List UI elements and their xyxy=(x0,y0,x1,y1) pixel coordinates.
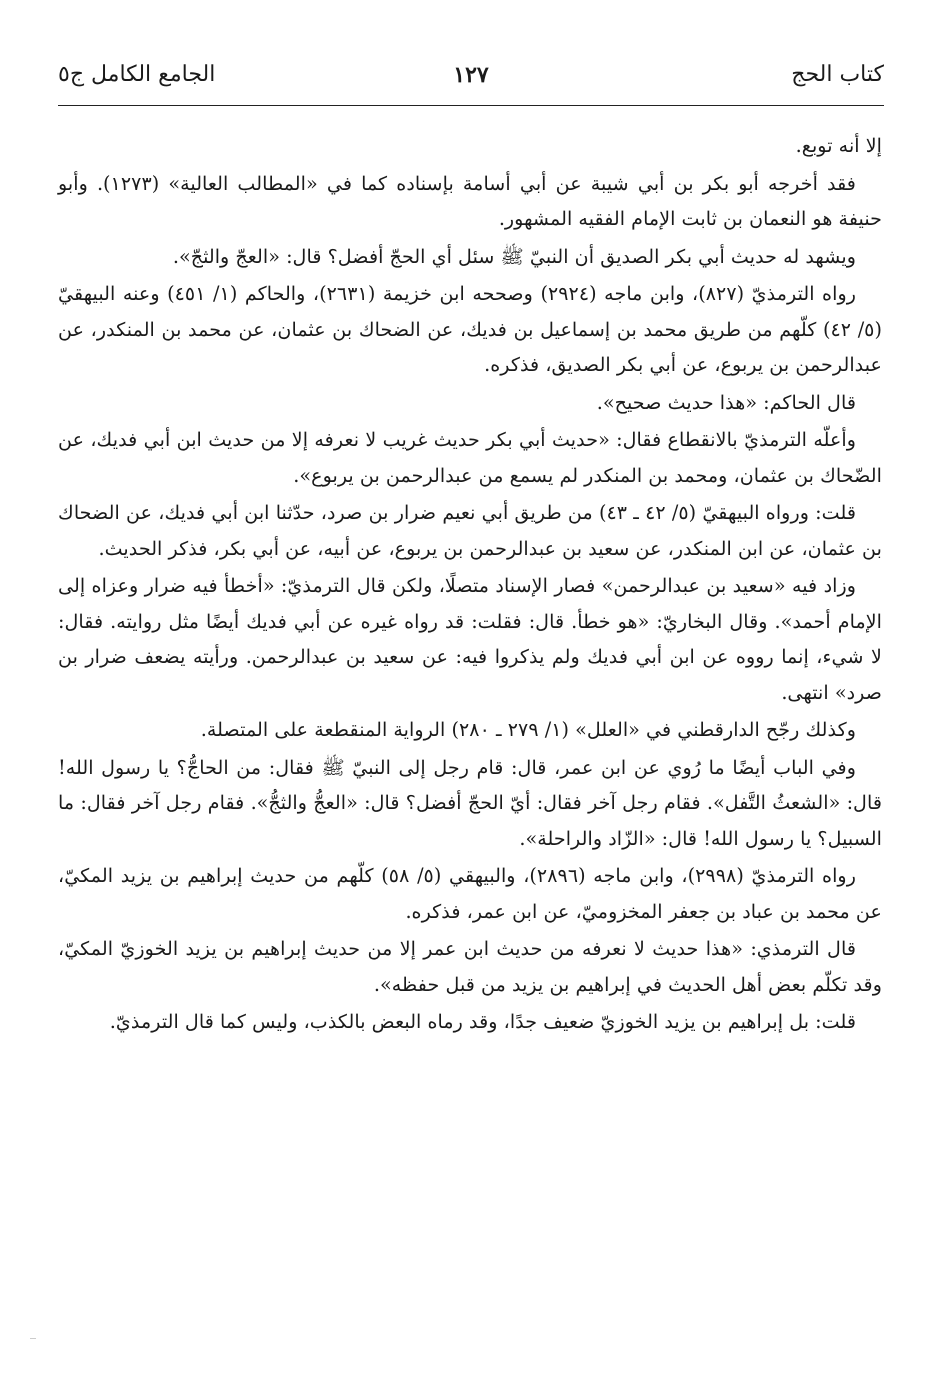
paragraph: قلت: ورواه البيهقيّ (٥/ ٤٢ ـ ٤٣) من طريق أبي نعيم ضرار بن صرد، حدّثنا ابن أبي فديك، عن الضحاك بن عثمان، عن ابن المنكدر، عن سعيد بن عبدالرحمن بن يربوع، عن أبيه، عن أبي بكر، فذكر الحديث. xyxy=(58,501,882,560)
paragraph: قال الترمذي: «هذا حديث لا نعرفه من حديث ابن عمر إلا من حديث إبراهيم بن يزيد الخوزيّ المكيّ، وقد تكلّم بعض أهل الحديث في إبراهيم بن يزيد من قبل حفظه». xyxy=(58,937,882,996)
running-header xyxy=(58,62,884,96)
paragraph: وأعلّه الترمذيّ بالانقطاع فقال: «حديث أبي بكر حديث غريب لا نعرفه إلا من حديث ابن أبي فديك، عن الضّحاك بن عثمان، ومحمد بن المنكدر لم يسمع من عبدالرحمن بن يربوع». xyxy=(58,428,882,487)
scan-mark xyxy=(30,1338,36,1339)
header-book-title: كتاب الحج xyxy=(791,62,884,87)
paragraph: وزاد فيه «سعيد بن عبدالرحمن» فصار الإسناد متصلًا، ولكن قال الترمذيّ: «أخطأ فيه ضرار وعزاه إلى الإمام أحمد». وقال البخاريّ: «هو خطأ. قال: فقلت: قد رواه غيره عن أبي فديك أيضًا مثل روايته. فقال: لا شيء، إنما رووه عن ابن أبي فديك ولم يذكروا فيه: عن سعيد بن عبدالرحمن. ورأيته يضعف ضرار بن صرد» انتهى. xyxy=(58,574,882,704)
paragraph: وفي الباب أيضًا ما رُوي عن ابن عمر، قال: قام رجل إلى النبيّ ﷺ فقال: من الحاجُّ؟ يا رسول الله! قال: «الشعثُ التَّفل». فقام رجل آخر فقال: أيّ الحجّ أفضل؟ قال: «العجُّ والثجُّ». فقام رجل آخر فقال: ما السبيل؟ يا رسول الله! قال: «الزّاد والراحلة». xyxy=(58,755,882,850)
page-number: ١٢٧ xyxy=(453,62,489,88)
paragraph: رواه الترمذيّ (٢٩٩٨)، وابن ماجه (٢٨٩٦)، والبيهقي (٥/ ٥٨) كلّهم من حديث إبراهيم بن يزيد المكيّ، عن محمد بن عباد بن جعفر المخزوميّ، عن ابن عمر، فذكره. xyxy=(58,864,882,923)
paragraph: إلا أنه توبع. xyxy=(795,134,882,157)
paragraph: قال الحاكم: «هذا حديث صحيح». xyxy=(596,390,856,414)
header-rule xyxy=(58,105,884,106)
header-volume-title: الجامع الكامل ج٥ xyxy=(58,62,216,87)
main-text xyxy=(58,128,882,1042)
paragraph: ويشهد له حديث أبي بكر الصديق أن النبيّ ﷺ سئل أي الحجّ أفضل؟ قال: «العجّ والثجّ». xyxy=(172,244,856,268)
paragraph: فقد أخرجه أبو بكر بن أبي شيبة عن أبي أسامة بإسناده كما في «المطالب العالية» (١٢٧٣). وأبو حنيفة هو النعمان بن ثابت الإمام الفقيه المشهور. xyxy=(58,171,882,230)
paragraph: رواه الترمذيّ (٨٢٧)، وابن ماجه (٢٩٢٤) وصححه ابن خزيمة (٢٦٣١)، والحاكم (١/ ٤٥١) وعنه البيهقيّ (٥/ ٤٢) كلّهم من طريق محمد بن إسماعيل بن فديك، عن الضحاك بن عثمان، عن محمد بن المنكدر، عن عبدالرحمن بن يربوع، عن أبي بكر الصديق، فذكره. xyxy=(58,282,882,376)
paragraph: وكذلك رجّح الدارقطني في «العلل» (١/ ٢٧٩ ـ ٢٨٠) الرواية المنقطعة على المتصلة. xyxy=(200,718,856,741)
paragraph: قلت: بل إبراهيم بن يزيد الخوزيّ ضعيف جدًا، وقد رماه البعض بالكذب، وليس كما قال الترمذيّ. xyxy=(109,1010,856,1033)
